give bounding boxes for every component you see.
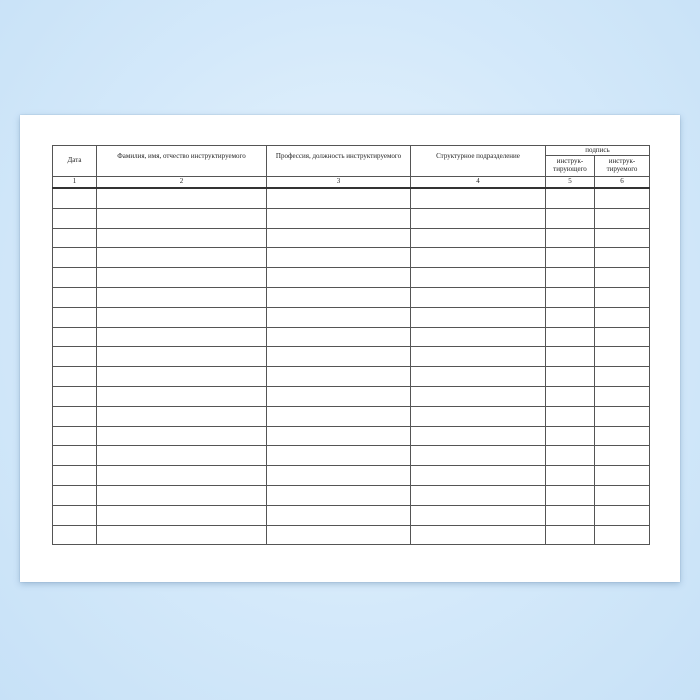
table-cell	[595, 446, 650, 466]
header-profession: Профессия, должность инструктируемого	[267, 146, 411, 177]
table-cell	[267, 228, 411, 248]
table-cell	[411, 208, 546, 228]
table-cell	[595, 287, 650, 307]
table-cell	[53, 248, 97, 268]
table-cell	[53, 446, 97, 466]
table-cell	[411, 268, 546, 288]
table-cell	[53, 327, 97, 347]
table-cell	[411, 485, 546, 505]
table-row	[53, 446, 650, 466]
table-cell	[411, 287, 546, 307]
table-cell	[411, 307, 546, 327]
table-cell	[267, 406, 411, 426]
table-cell	[267, 347, 411, 367]
table-cell	[97, 268, 267, 288]
table-cell	[97, 505, 267, 525]
table-cell	[267, 386, 411, 406]
table-cell	[546, 347, 595, 367]
table-cell	[546, 505, 595, 525]
table-cell	[595, 485, 650, 505]
table-cell	[546, 228, 595, 248]
table-cell	[546, 307, 595, 327]
table-cell	[53, 525, 97, 545]
table-cell	[546, 446, 595, 466]
table-cell	[546, 525, 595, 545]
table-cell	[411, 327, 546, 347]
column-number-row	[53, 177, 650, 189]
table-row	[53, 307, 650, 327]
table-cell	[53, 228, 97, 248]
table-row	[53, 386, 650, 406]
table-row	[53, 287, 650, 307]
table-cell	[411, 228, 546, 248]
table-cell	[546, 386, 595, 406]
table-row	[53, 208, 650, 228]
header-instructor: инструк-тирующего	[546, 156, 595, 177]
table-cell	[267, 525, 411, 545]
table-cell	[53, 426, 97, 446]
table-cell	[267, 367, 411, 387]
column-number: 6	[595, 177, 650, 189]
table-cell	[411, 406, 546, 426]
table-cell	[595, 228, 650, 248]
table-cell	[546, 485, 595, 505]
column-number: 3	[267, 177, 411, 189]
table-cell	[267, 505, 411, 525]
table-cell	[97, 327, 267, 347]
table-cell	[53, 485, 97, 505]
table-cell	[267, 268, 411, 288]
table-cell	[595, 525, 650, 545]
table-cell	[411, 426, 546, 446]
column-number: 4	[411, 177, 546, 189]
table-cell	[595, 268, 650, 288]
table-cell	[411, 525, 546, 545]
table-cell	[97, 188, 267, 208]
table-row	[53, 228, 650, 248]
table-row	[53, 406, 650, 426]
table-cell	[53, 208, 97, 228]
table-cell	[97, 525, 267, 545]
table-cell	[53, 406, 97, 426]
table-cell	[97, 426, 267, 446]
table-cell	[595, 307, 650, 327]
table-cell	[53, 307, 97, 327]
table-cell	[97, 228, 267, 248]
table-cell	[546, 426, 595, 446]
table-cell	[267, 466, 411, 486]
table-cell	[595, 505, 650, 525]
table-row	[53, 347, 650, 367]
table-cell	[267, 287, 411, 307]
table-row	[53, 466, 650, 486]
table-cell	[97, 485, 267, 505]
table-cell	[97, 307, 267, 327]
table-cell	[546, 406, 595, 426]
table-cell	[97, 287, 267, 307]
table-cell	[546, 367, 595, 387]
table-cell	[97, 386, 267, 406]
table-row	[53, 525, 650, 545]
table-cell	[595, 367, 650, 387]
table-cell	[53, 287, 97, 307]
table-cell	[267, 327, 411, 347]
table-cell	[546, 188, 595, 208]
table-cell	[411, 188, 546, 208]
table-cell	[53, 347, 97, 367]
column-number: 1	[53, 177, 97, 189]
header-date: Дата	[53, 146, 97, 177]
table-cell	[411, 347, 546, 367]
table-cell	[595, 406, 650, 426]
table-row	[53, 327, 650, 347]
table-cell	[97, 347, 267, 367]
header-instructed: инструк-тируемого	[595, 156, 650, 177]
table-cell	[267, 307, 411, 327]
table-cell	[546, 268, 595, 288]
table-cell	[546, 327, 595, 347]
table-cell	[97, 406, 267, 426]
table-row	[53, 248, 650, 268]
journal-table	[52, 145, 650, 545]
table-cell	[267, 188, 411, 208]
table-cell	[595, 386, 650, 406]
table-row	[53, 188, 650, 208]
table-cell	[97, 466, 267, 486]
table-cell	[267, 446, 411, 466]
table-cell	[53, 367, 97, 387]
table-cell	[267, 248, 411, 268]
table-cell	[53, 188, 97, 208]
header-row-top	[53, 146, 650, 156]
table-cell	[411, 505, 546, 525]
table-cell	[546, 248, 595, 268]
table-cell	[53, 268, 97, 288]
table-cell	[411, 386, 546, 406]
table-cell	[97, 446, 267, 466]
table-cell	[595, 248, 650, 268]
table-cell	[267, 426, 411, 446]
table-cell	[595, 426, 650, 446]
column-number: 2	[97, 177, 267, 189]
table-cell	[53, 386, 97, 406]
table-row	[53, 426, 650, 446]
table-cell	[97, 248, 267, 268]
table-cell	[546, 466, 595, 486]
table-row	[53, 367, 650, 387]
header-department: Структурное подразделение	[411, 146, 546, 177]
journal-sheet	[20, 115, 680, 582]
column-number: 5	[546, 177, 595, 189]
table-cell	[546, 287, 595, 307]
table-cell	[595, 466, 650, 486]
table-cell	[546, 208, 595, 228]
table-row	[53, 268, 650, 288]
header-signature: подпись	[546, 146, 650, 156]
table-cell	[411, 446, 546, 466]
table-cell	[267, 208, 411, 228]
table-cell	[53, 505, 97, 525]
header-name: Фамилия, имя, отчество инструктируемого	[97, 146, 267, 177]
table-cell	[411, 248, 546, 268]
table-cell	[595, 347, 650, 367]
table-row	[53, 485, 650, 505]
table-cell	[97, 367, 267, 387]
table-cell	[595, 208, 650, 228]
table-row	[53, 505, 650, 525]
table-cell	[595, 188, 650, 208]
table-cell	[411, 466, 546, 486]
table-cell	[97, 208, 267, 228]
table-cell	[53, 466, 97, 486]
table-cell	[267, 485, 411, 505]
table-cell	[595, 327, 650, 347]
table-cell	[411, 367, 546, 387]
